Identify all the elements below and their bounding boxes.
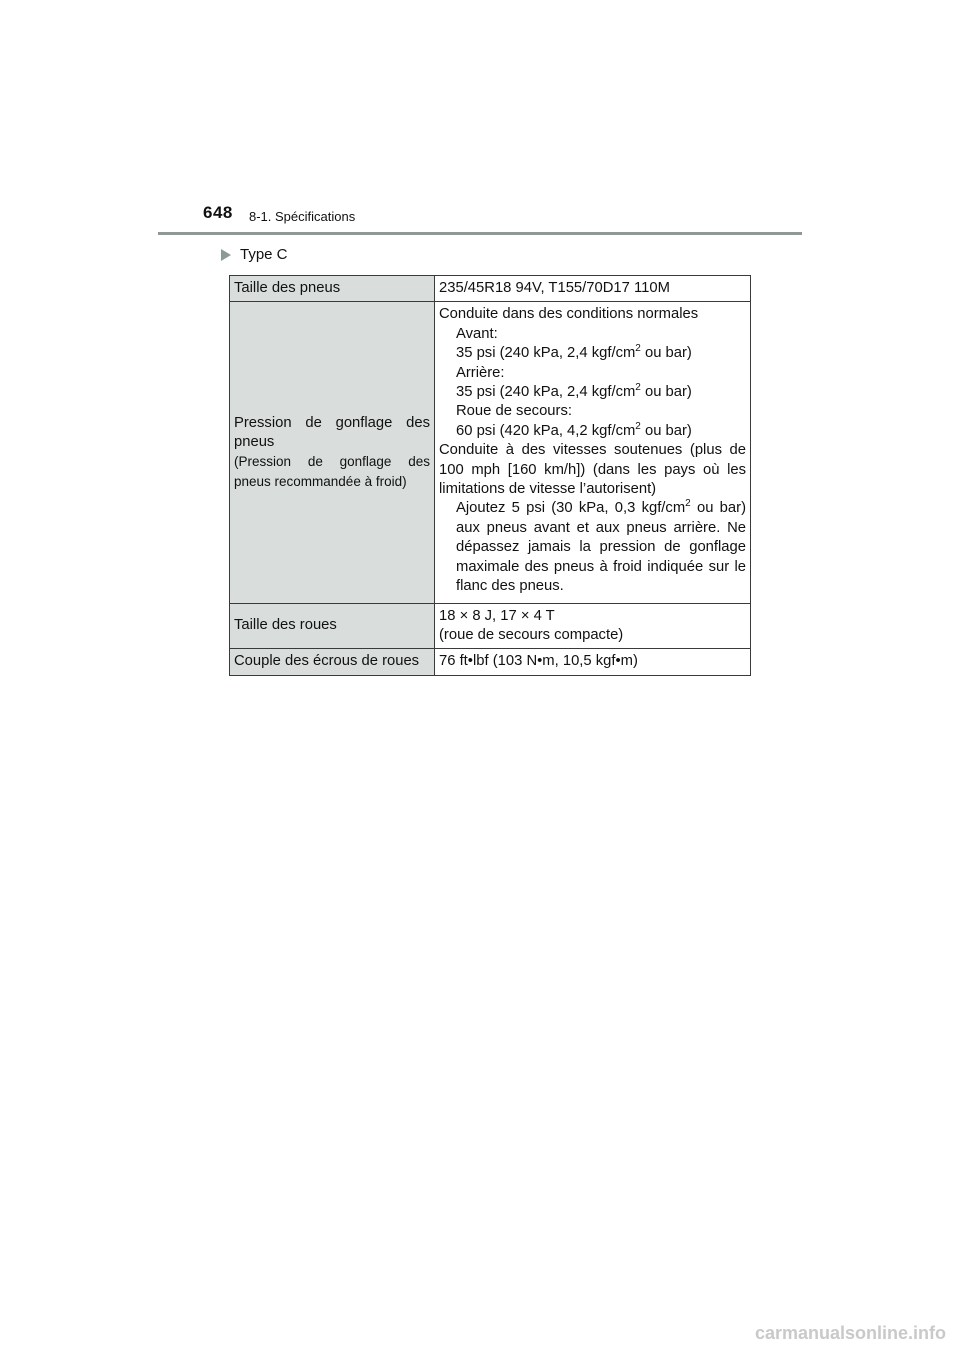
tire-pressure-label-sub: (Pression de gonflage des pneus recommandée à froid) — [234, 454, 430, 489]
front-label: Avant: — [456, 325, 498, 342]
tire-size-value: 235/45R18 94V, T155/70D17 110M — [435, 276, 751, 302]
tire-pressure-label — [230, 302, 435, 603]
rear-label: Arrière: — [456, 364, 505, 381]
lug-nut-torque-value: 76 ft•lbf (103 N•m, 10,5 kgf•m) — [435, 649, 751, 675]
table-row-lug-nut-torque — [230, 649, 751, 675]
triangle-bullet-icon — [221, 249, 231, 261]
normal-driving-title: Conduite dans des conditions normales — [439, 306, 699, 323]
table-row-tire-size — [230, 276, 751, 302]
lug-nut-torque-label: Couple des écrous de roues — [230, 649, 435, 675]
sustained-speed-title: Conduite à des vitesses soutenues (plus de 100 mph [160 km/h]) (dans les pays où les limitations de vitesse l’autorisent) — [439, 442, 746, 498]
tire-pressure-label-main: Pression de gonflage des pneus — [234, 414, 430, 451]
spare-pressure: 60 psi (420 kPa, 4,2 kgf/$cm^2$ ou bar) — [456, 420, 692, 439]
wheel-size-label: Taille des roues — [230, 603, 435, 649]
section-title: 8-1. Spécifications — [249, 209, 356, 224]
sustained-speed-instruction: Ajoutez 5 psi (30 kPa, 0,3 kgf/$cm^2$ ou bar) aux pneus avant et aux pneus arrière. Ne dépassez jamais la pression de gonflage maximale des pneus à froid indiquée sur le flanc des pneus. — [456, 498, 746, 595]
tire-pressure-value — [435, 302, 751, 603]
spare-label: Roue de secours: — [456, 403, 572, 420]
table-row-tire-pressure — [230, 302, 751, 603]
tire-size-label: Taille des pneus — [230, 276, 435, 302]
site-watermark: carmanualsonline.info — [754, 1323, 946, 1343]
header-divider — [158, 232, 802, 235]
type-heading — [221, 246, 288, 263]
wheel-size-line2: (roue de secours compacte) — [439, 626, 624, 643]
type-heading-label: Type C — [240, 246, 288, 263]
table-row-wheel-size — [230, 603, 751, 649]
front-pressure: 35 psi (240 kPa, 2,4 kgf/$cm^2$ ou bar) — [456, 343, 692, 362]
page-number: 648 — [203, 203, 233, 222]
wheel-size-line1: 18 × 8 J, 17 × 4 T — [439, 607, 555, 624]
specifications-table — [229, 275, 751, 676]
rear-pressure: 35 psi (240 kPa, 2,4 kgf/$cm^2$ ou bar) — [456, 382, 692, 401]
wheel-size-value — [435, 603, 751, 649]
